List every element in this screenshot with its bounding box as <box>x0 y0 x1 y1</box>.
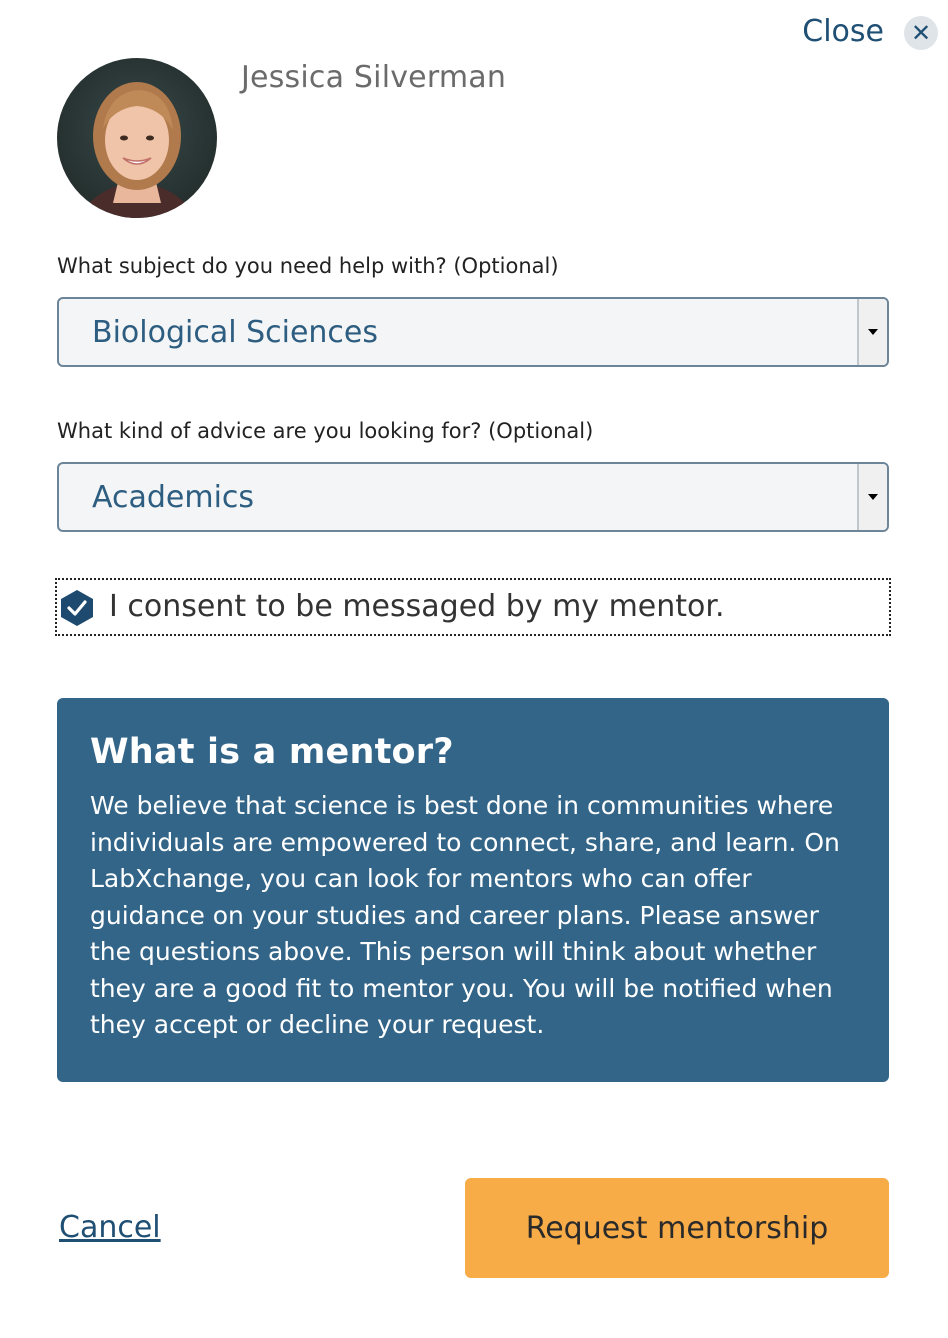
consent-label: I consent to be messaged by my mentor. <box>109 589 725 624</box>
cancel-link[interactable]: Cancel <box>59 1210 161 1245</box>
consent-checkbox-row[interactable] <box>55 578 891 636</box>
advice-select-arrow[interactable] <box>857 464 887 530</box>
chevron-down-icon <box>868 494 878 500</box>
subject-select-arrow[interactable] <box>857 299 887 365</box>
advice-label: What kind of advice are you looking for? (Optional) <box>57 419 594 443</box>
checked-hexagon-icon[interactable] <box>59 588 95 628</box>
chevron-down-icon <box>868 329 878 335</box>
request-mentorship-button[interactable]: Request mentorship <box>465 1178 889 1278</box>
subject-label: What subject do you need help with? (Optional) <box>57 254 559 278</box>
mentor-info-box <box>57 698 889 1082</box>
advice-select[interactable] <box>57 462 889 532</box>
mentor-avatar <box>57 58 217 218</box>
info-title: What is a mentor? <box>90 732 454 772</box>
close-icon: ✕ <box>910 19 932 47</box>
advice-select-value: Academics <box>92 480 255 515</box>
info-body: We believe that science is best done in communities where individuals are empowered to connect, share, and learn. On LabXchange, you can look for mentors who can offer guidance on your studies and career plans. Please answer the questions above. This person will think about whether they are a good fit to mentor you. You will be notified when they accept or decline your request. <box>90 791 840 1039</box>
subject-select[interactable] <box>57 297 889 367</box>
mentor-name: Jessica Silverman <box>241 60 507 95</box>
subject-select-value: Biological Sciences <box>92 315 379 350</box>
close-button[interactable] <box>904 16 938 50</box>
close-link[interactable]: Close <box>802 14 884 49</box>
avatar-portrait <box>57 58 217 218</box>
